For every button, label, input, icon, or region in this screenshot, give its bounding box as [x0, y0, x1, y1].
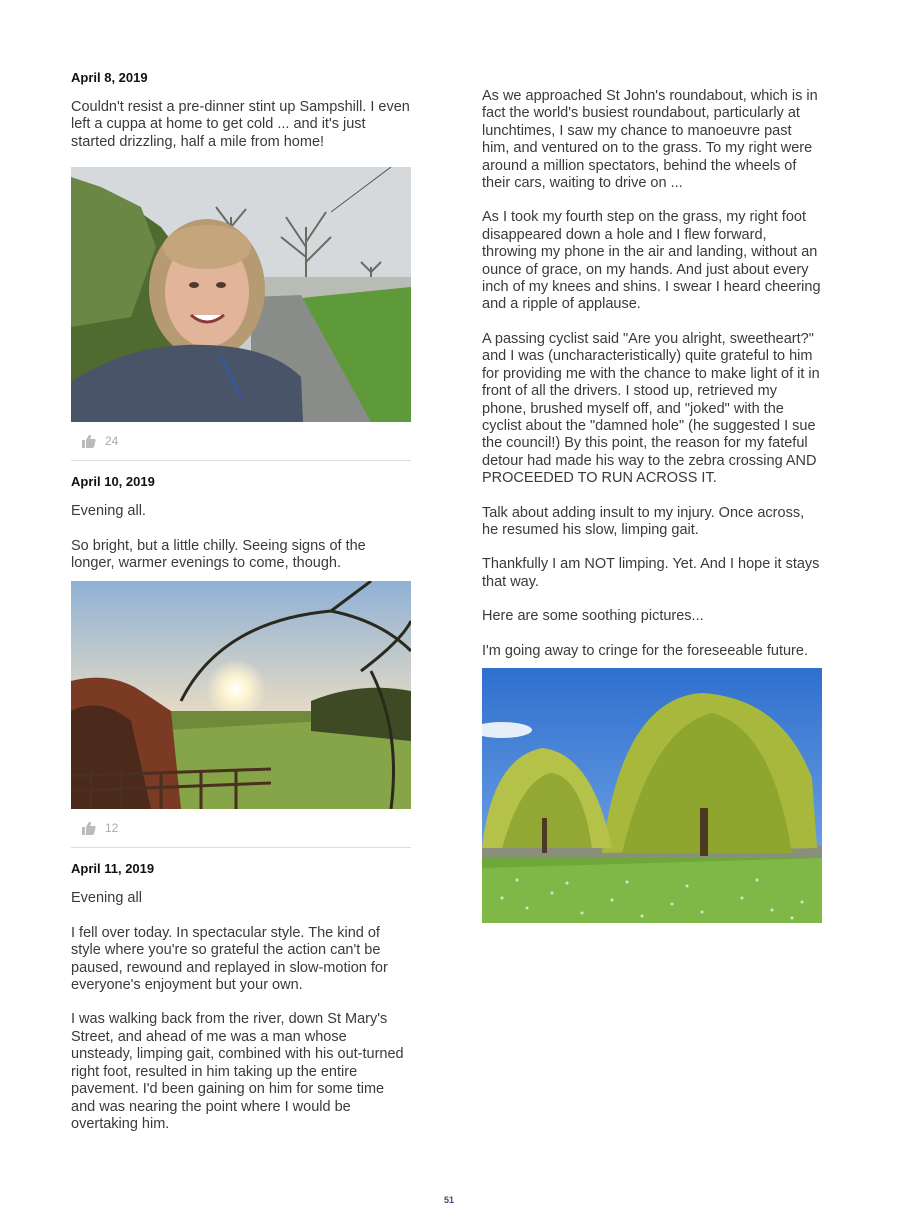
post-date: April 8, 2019 [71, 70, 148, 85]
left-column [71, 70, 411, 1150]
post-paragraph: So bright, but a little chilly. Seeing signs of the longer, warmer evenings to come, though. [71, 537, 366, 572]
post-april-11 [71, 861, 411, 1133]
post-paragraph: Evening all [71, 890, 142, 907]
thumbs-up-icon[interactable] [81, 820, 97, 836]
thumbs-up-icon[interactable] [81, 433, 97, 449]
post-date: April 10, 2019 [71, 474, 155, 490]
post-paragraph: A passing cyclist said "Are you alright, sweetheart?" and I was (uncharacteristically) quite grateful to him for providing me with the chance to make light of it in front of all the drivers. I stood up, retrieved my phone, brushed myself off, and "joked" with the cyclist about the "damned hole" (he suggested I sue the council!) By this point, the reason for my fateful detour had made his way to the zebra crossing AND PROCEEDED TO RUN ACROSS IT. [482, 330, 820, 487]
likes-count: 24 [105, 434, 119, 449]
post-date: April 11, 2019 [71, 861, 155, 877]
likes-bar [71, 422, 411, 461]
post-paragraph: Thankfully I am NOT limping. Yet. And I hope it stays that way. [482, 556, 820, 590]
post-april-10 [71, 474, 411, 848]
right-column [482, 88, 822, 923]
post-paragraph: Evening all. [71, 503, 146, 520]
selfie-photo [71, 167, 411, 422]
willow-tree-photo [482, 668, 822, 923]
post-april-8 [71, 70, 411, 461]
post-paragraph: Couldn't resist a pre-dinner stint up Sampshill. I even left a cuppa at home to get cold ... and it's just started drizzling, half a mile from home! [71, 99, 410, 150]
likes-count: 12 [105, 821, 119, 836]
likes-bar [71, 809, 411, 848]
post-paragraph: As I took my fourth step on the grass, my right foot disappeared down a hole and I flew forward, throwing my phone in the air and landing, without an ounce of grace, on my hands. And just about every inch of my knees and shins. I swear I heard cheering and a ripple of applause. [482, 209, 821, 313]
post-paragraph: I'm going away to cringe for the foreseeable future. [482, 642, 808, 659]
post-paragraph: Talk about adding insult to my injury. Once across, he resumed his slow, limping gait. [482, 504, 805, 538]
post-paragraph: I was walking back from the river, down St Mary's Street, and ahead of me was a man whose unsteady, limping gait, combined with his out-turned right foot, resulted in him taking up the entire pavement. I'd been gaining on him for some time and was nearing the point where I would be overtaking him. [71, 1011, 404, 1132]
page-number: 51 [443, 1195, 454, 1205]
post-paragraph: I fell over today. In spectacular style. The kind of style where you're so grateful the action can't be paused, rewound and replayed in slow-motion for everyone's enjoyment but your own. [71, 924, 388, 994]
post-paragraph: Here are some soothing pictures... [482, 608, 704, 625]
sunset-photo [71, 581, 411, 809]
post-paragraph: As we approached St John's roundabout, which is in fact the world's busiest roundabout, particularly at lunchtimes, I saw my chance to manoeuvre past him, and ventured on to the grass. To my right were around a million spectators, behind the wheels of their cars, waiting to drive on ... [482, 88, 818, 192]
